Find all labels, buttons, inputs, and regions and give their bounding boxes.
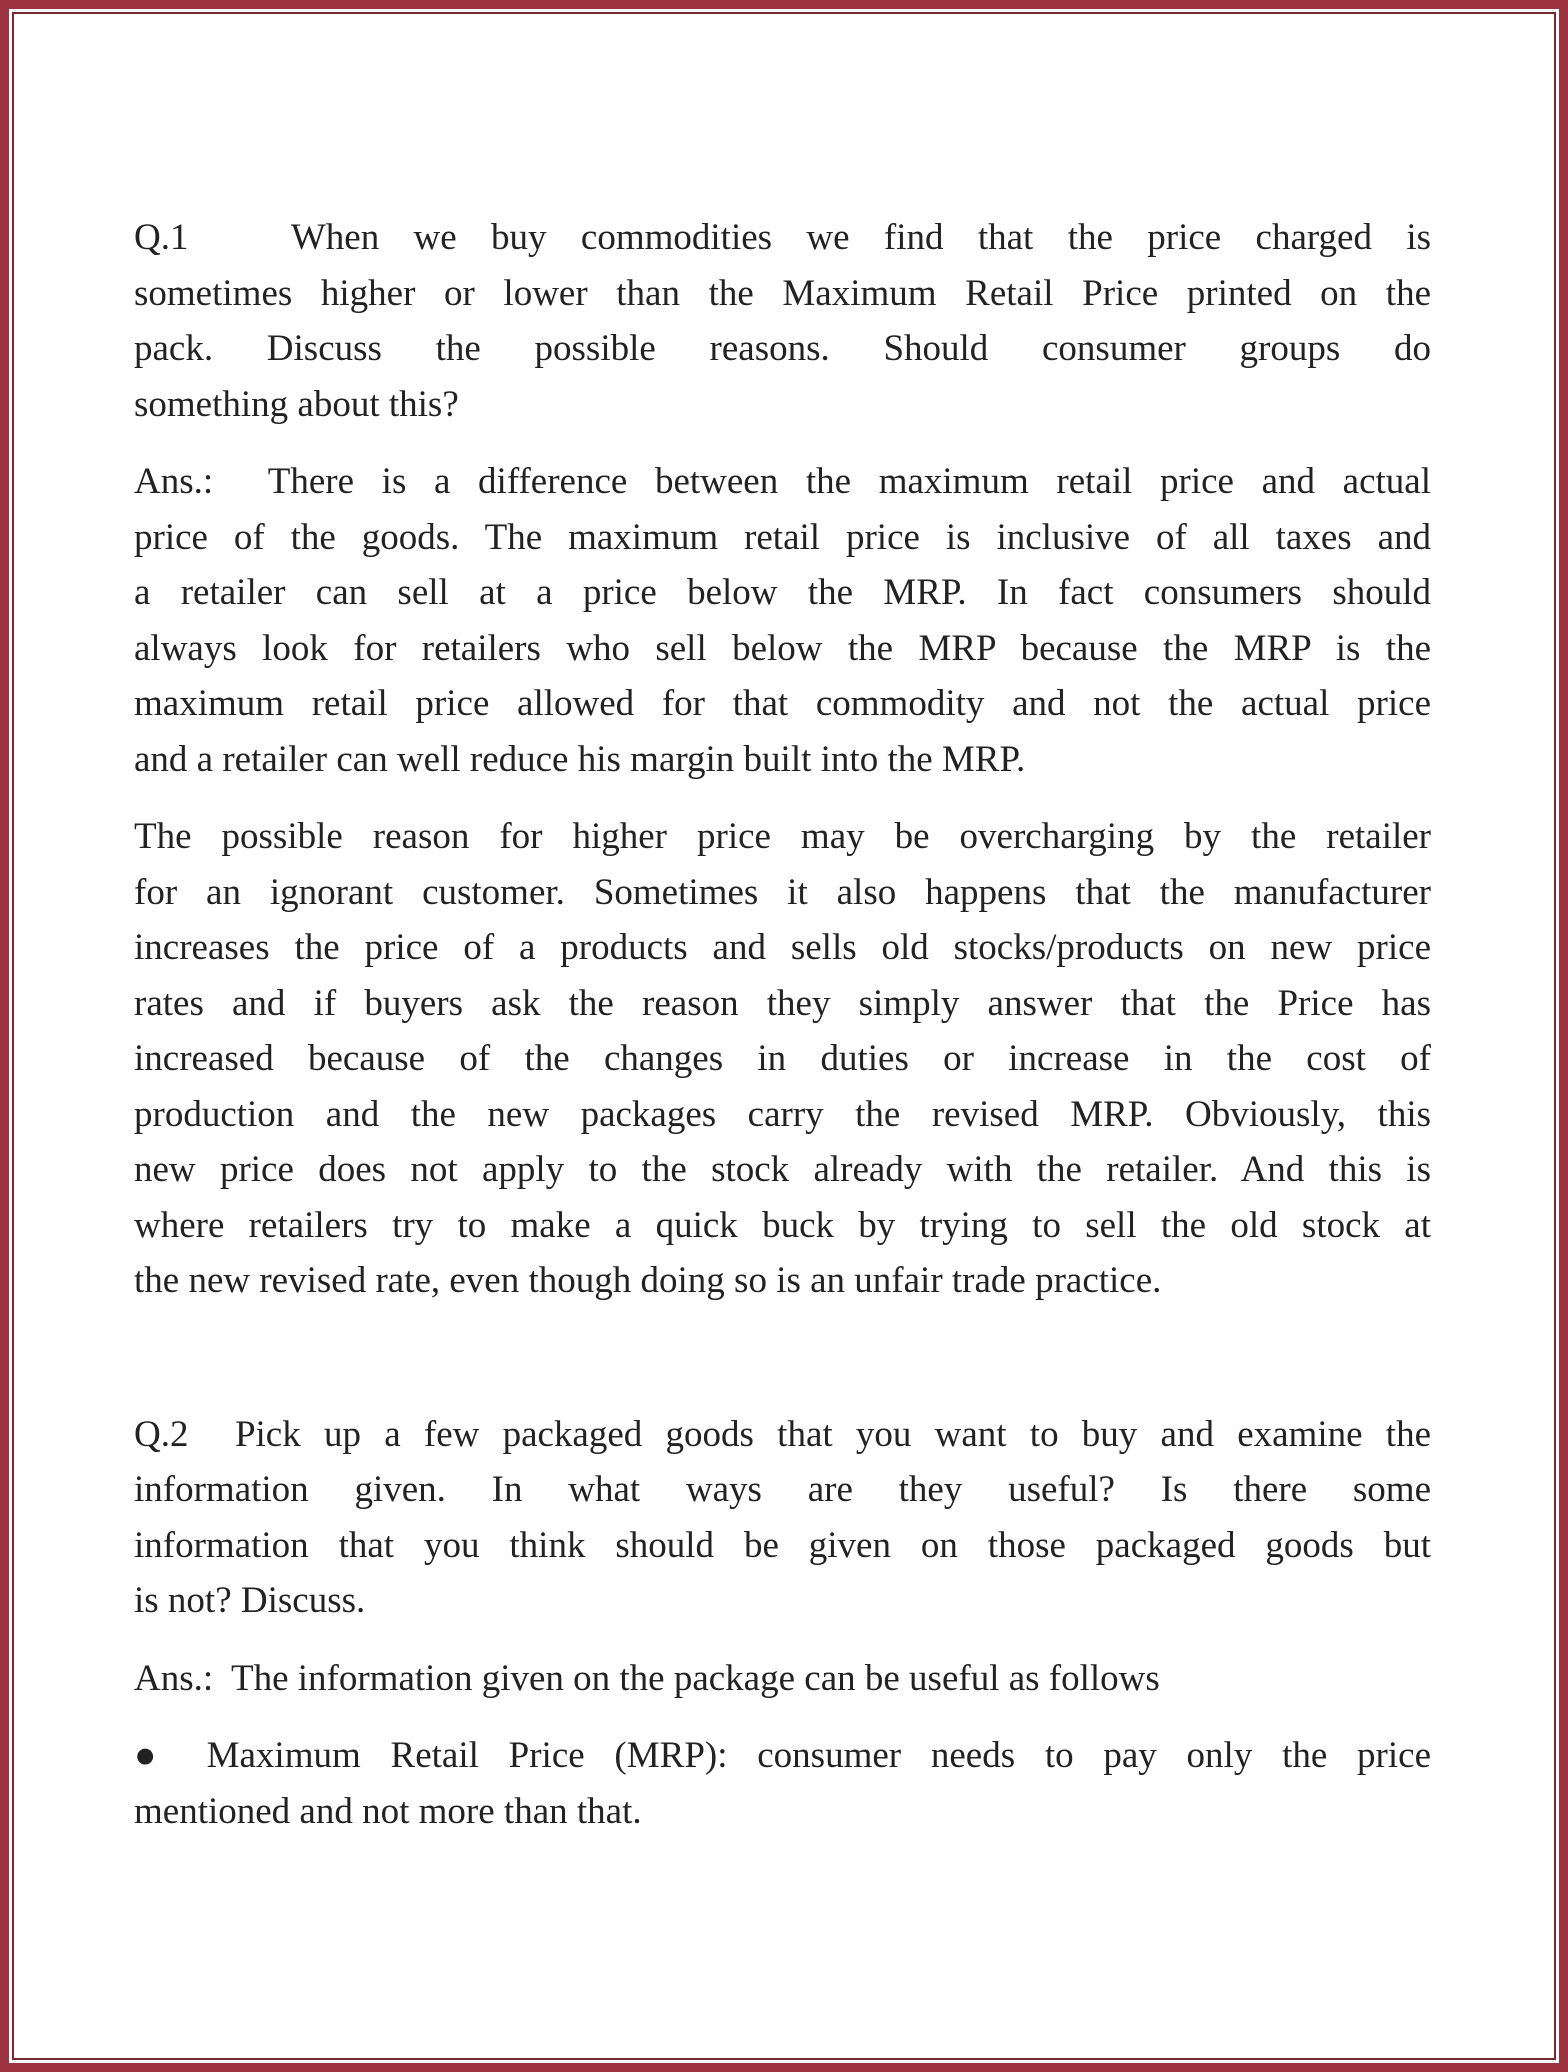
document-body <box>134 210 1431 1839</box>
text-line: for an ignorant customer. Sometimes it also happens that the manufacturer <box>134 871 1431 913</box>
answer-2 <box>134 1651 1431 1707</box>
text-line: where retailers try to make a quick buck by trying to sell the old stock at <box>134 1204 1431 1246</box>
text-line: price of the goods. The maximum retail price is inclusive of all taxes and <box>134 516 1431 558</box>
text-line: production and the new packages carry the revised MRP. Obviously, this <box>134 1093 1431 1135</box>
text-line: Ans.: The information given on the package can be useful as follows <box>134 1657 1160 1699</box>
text-line: information given. In what ways are they useful? Is there some <box>134 1469 1431 1510</box>
text-line: the new revised rate, even though doing so is an unfair trade practice. <box>134 1260 1162 1301</box>
text-line: pack. Discuss the possible reasons. Should consumer groups do <box>134 328 1431 369</box>
text-line: information that you think should be given on those packaged goods but <box>134 1524 1431 1566</box>
text-line: and a retailer can well reduce his margin built into the MRP. <box>134 738 1026 780</box>
answer-2-bullet-mrp <box>134 1728 1431 1839</box>
text-line: increases the price of a products and sells old stocks/products on new price <box>134 927 1431 968</box>
text-line: ● Maximum Retail Price (MRP): consumer needs to pay only the price <box>134 1735 1431 1776</box>
question-1 <box>134 210 1431 432</box>
question-2 <box>134 1407 1431 1629</box>
text-line: sometimes higher or lower than the Maximum Retail Price printed on the <box>134 272 1431 314</box>
answer-1-paragraph-2 <box>134 809 1431 1309</box>
text-line: something about this? <box>134 383 459 425</box>
text-line: rates and if buyers ask the reason they simply answer that the Price has <box>134 982 1431 1024</box>
text-line: The possible reason for higher price may be overcharging by the retailer <box>134 816 1431 857</box>
text-line: a retailer can sell at a price below the MRP. In fact consumers should <box>134 572 1431 613</box>
text-line: always look for retailers who sell below the MRP because the MRP is the <box>134 627 1431 669</box>
answer-1 <box>134 454 1431 787</box>
text-line: is not? Discuss. <box>134 1580 366 1621</box>
text-line: Q.1 When we buy commodities we find that the price charged is <box>134 217 1431 258</box>
text-line: Ans.: There is a difference between the maximum retail price and actual <box>134 461 1431 502</box>
text-line: new price does not apply to the stock already with the retailer. And this is <box>134 1149 1431 1190</box>
text-line: increased because of the changes in duties or increase in the cost of <box>134 1038 1431 1079</box>
text-line: mentioned and not more than that. <box>134 1790 642 1832</box>
text-line: maximum retail price allowed for that commodity and not the actual price <box>134 683 1431 724</box>
text-line: Q.2 Pick up a few packaged goods that you want to buy and examine the <box>134 1413 1431 1455</box>
